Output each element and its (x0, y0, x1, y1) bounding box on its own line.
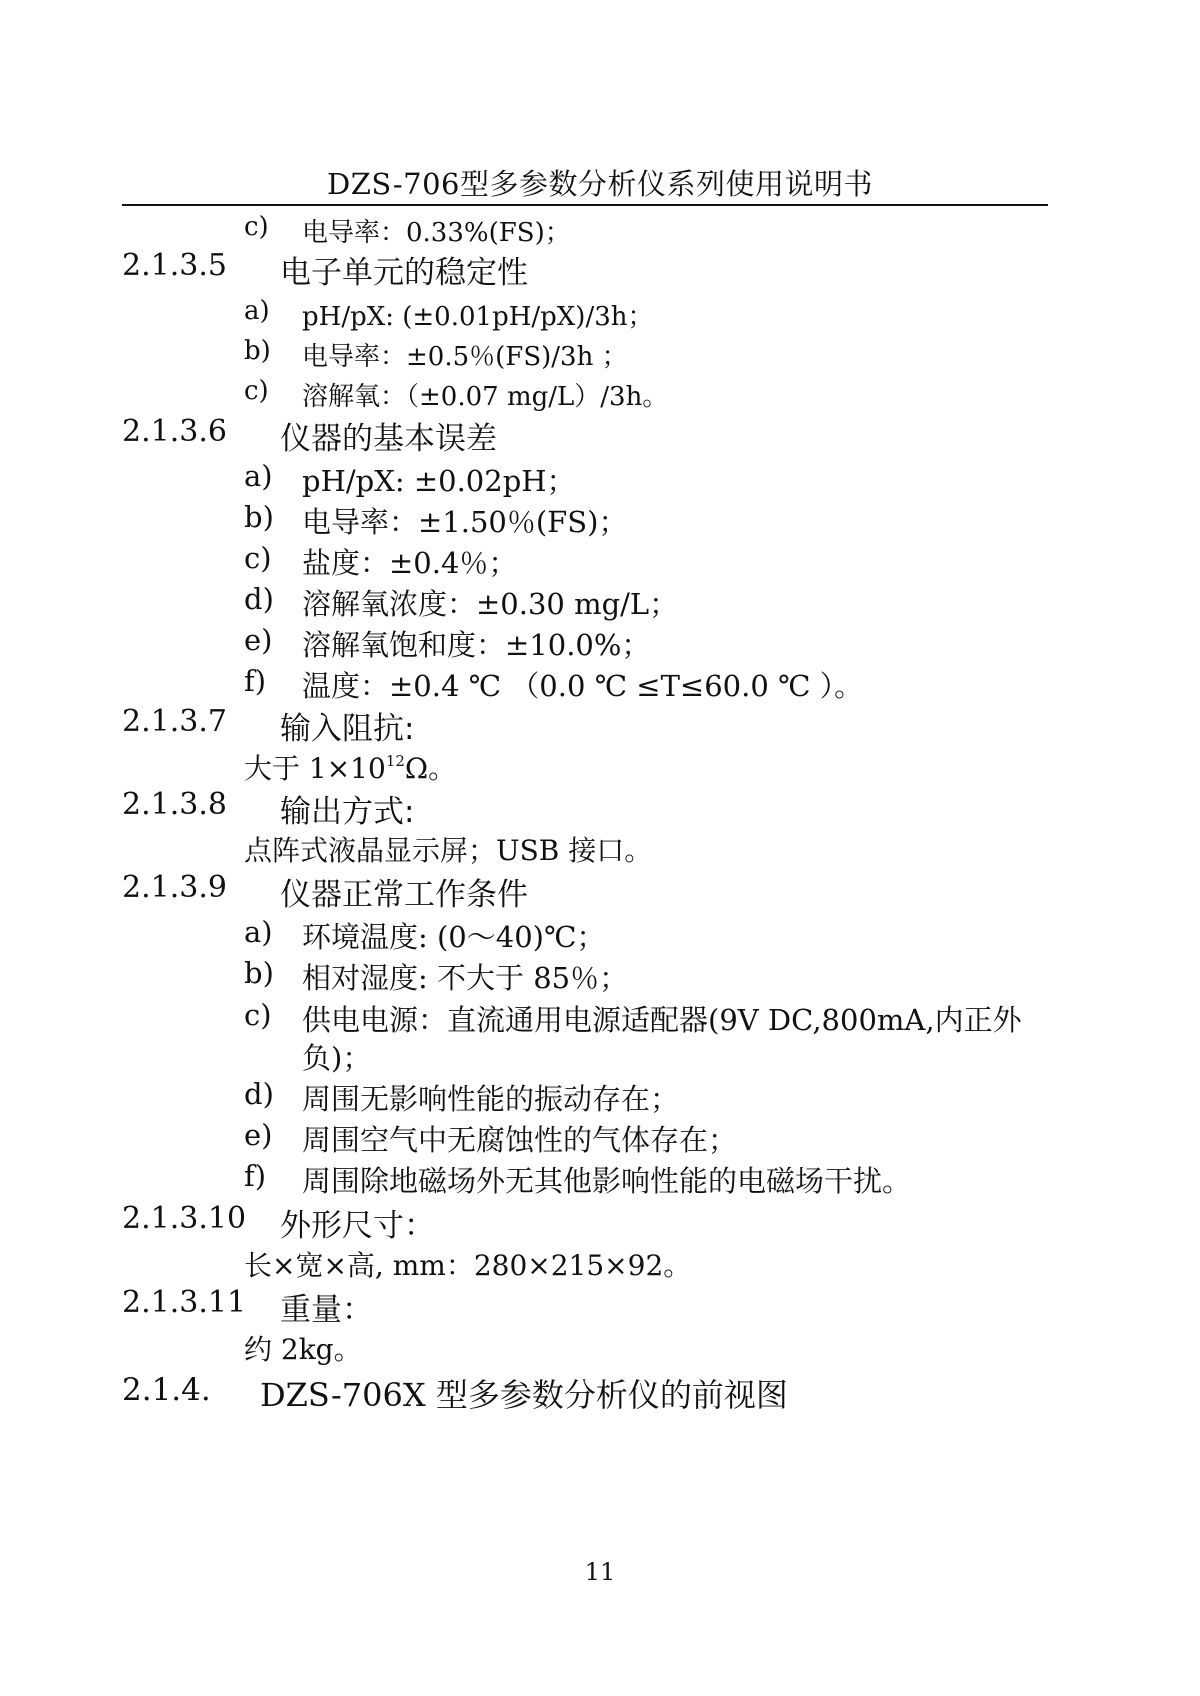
item-text: 溶解氧：（±0.07 mg/L）/3h。 (302, 382, 669, 412)
item-mark: e) (244, 623, 273, 657)
section-number: 2.1.3.8 (122, 787, 227, 822)
item-mark: b) (244, 336, 271, 366)
item-mark: a) (244, 459, 273, 493)
section-title: 电子单元的稳定性 (280, 255, 528, 291)
section-number: 2.1.4. (122, 1372, 211, 1408)
item-mark: a) (244, 296, 270, 326)
item-mark: e) (244, 1118, 273, 1152)
item-text: 周围无影响性能的振动存在； (302, 1082, 680, 1116)
exponent: 12 (385, 752, 405, 770)
item-text: 溶解氧浓度：±0.30 mg/L； (302, 587, 679, 621)
item-text: pH/pX: ±0.02pH； (302, 464, 576, 498)
item-text: 环境温度: (0～40)℃； (302, 920, 606, 954)
section-title: 外形尺寸： (280, 1208, 435, 1244)
item-mark: d) (244, 1077, 274, 1111)
item-text: 电导率：±0.5％(FS)/3h ； (302, 342, 628, 372)
section-number: 2.1.3.7 (122, 704, 227, 739)
item-text: 电导率：±1.50％(FS)； (302, 505, 628, 539)
section-title: 重量： (280, 1292, 373, 1328)
item-mark: c) (244, 376, 269, 406)
section-number: 2.1.3.11 (122, 1285, 247, 1320)
item-mark: c) (244, 541, 272, 575)
item-text: pH/pX: (±0.01pH/pX)/3h； (302, 302, 654, 332)
input-impedance-text: 大于 $1\times 10^{12}\Omega$。 (244, 752, 457, 785)
item-text: 供电电源：直流通用电源适配器(9V DC,800mA,内正外 (302, 1003, 1022, 1037)
item-text: 温度：±0.4 ℃ （0.0 ℃ ≤T≤60.0 ℃ ）。 (302, 669, 864, 703)
dimensions-text: 长×宽×高, mm：280×215×92。 (244, 1249, 692, 1282)
section-title: 输出方式: (280, 794, 415, 830)
item-text-continued: 负)； (302, 1041, 372, 1075)
section-title: 仪器正常工作条件 (280, 877, 528, 913)
header-rule (122, 204, 1048, 206)
weight-text: 约 2kg。 (244, 1333, 362, 1366)
item-mark: d) (244, 582, 274, 616)
section-title: 输入阻抗: (280, 711, 415, 747)
page-header-title: DZS-706型多参数分析仪系列使用说明书 (327, 167, 873, 201)
item-mark: a) (244, 915, 273, 949)
output-mode-text: 点阵式液晶显示屏；USB 接口。 (244, 834, 653, 867)
item-mark: b) (244, 956, 274, 990)
page-number: 11 (584, 1558, 616, 1586)
item-text: 溶解氧饱和度：±10.0%； (302, 628, 651, 662)
item-mark: f) (244, 664, 267, 698)
section-number: 2.1.3.5 (122, 248, 227, 283)
item-mark: f) (244, 1159, 267, 1193)
item-mark: b) (244, 500, 274, 534)
section-title: DZS-706X 型多参数分析仪的前视图 (260, 1376, 788, 1414)
item-mark: c) (244, 212, 269, 242)
item-text: 相对湿度: 不大于 85％； (302, 961, 629, 995)
section-number: 2.1.3.10 (122, 1201, 247, 1236)
section-number: 2.1.3.6 (122, 414, 227, 449)
section-number: 2.1.3.9 (122, 870, 227, 905)
section-title: 仪器的基本误差 (280, 421, 497, 457)
item-mark: c) (244, 998, 272, 1032)
item-text: 盐度：±0.4％； (302, 546, 518, 580)
item-text: 周围空气中无腐蚀性的气体存在； (302, 1123, 738, 1157)
item-text: 周围除地磁场外无其他影响性能的电磁场干扰。 (302, 1164, 912, 1198)
item-text: 电导率：0.33%(FS)； (302, 218, 571, 248)
